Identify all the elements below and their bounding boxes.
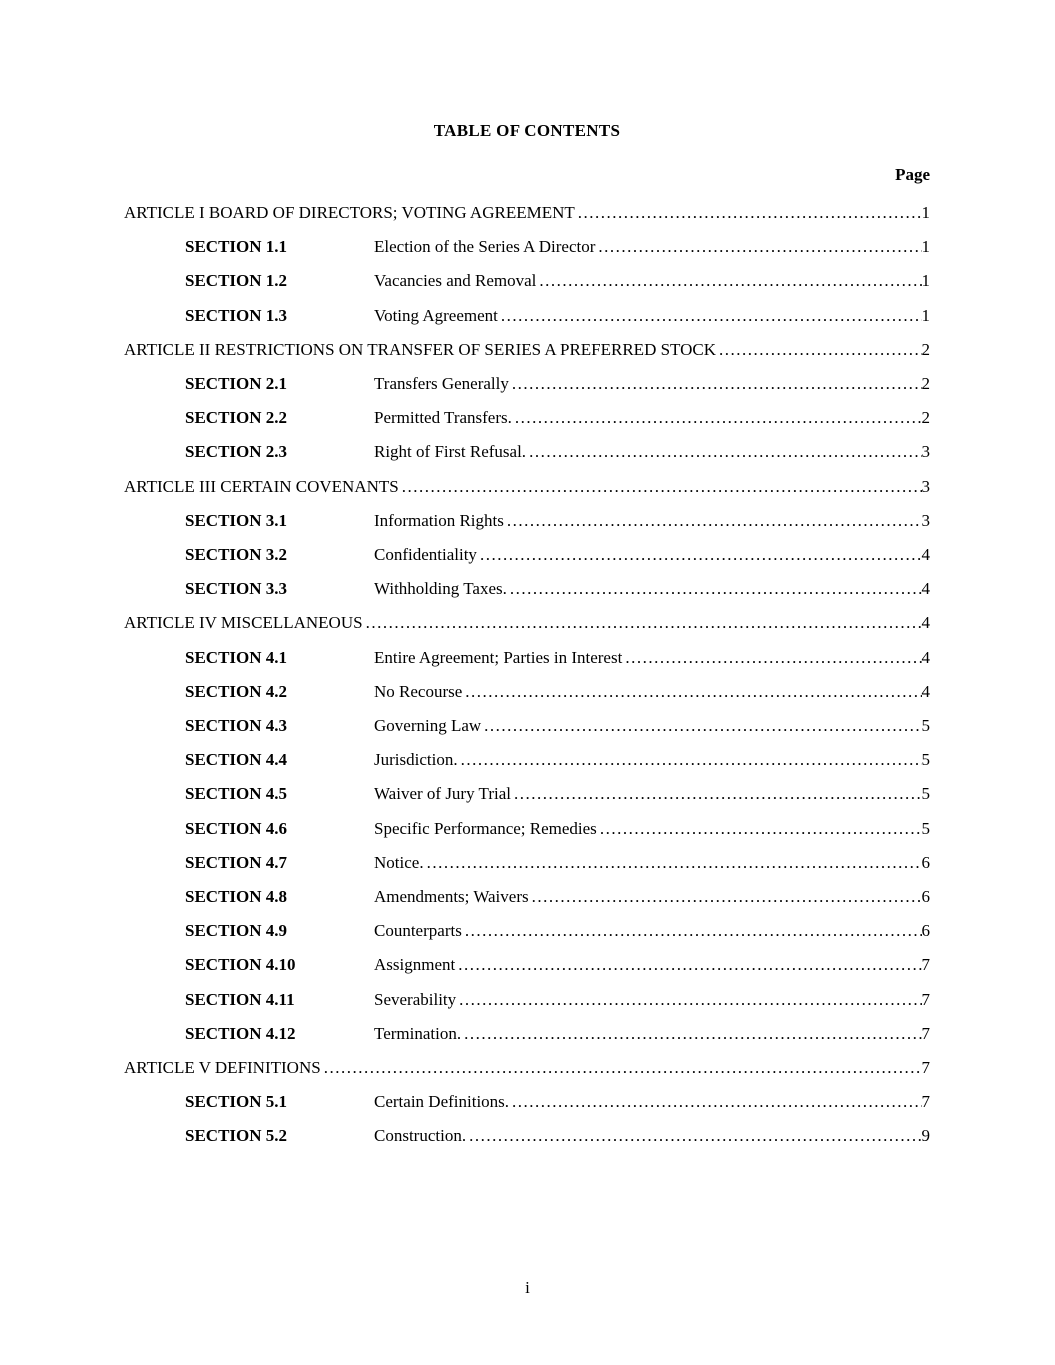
section-label: SECTION 1.2 [185,271,288,291]
section-label: SECTION 4.2 [185,681,288,701]
section-title: Right of First Refusal. [374,442,527,462]
dot-leader [716,333,921,367]
dot-leader [456,983,921,1017]
section-title: Severability [374,989,457,1009]
section-label: SECTION 4.4 [185,750,288,770]
article-label: ARTICLE I BOARD OF DIRECTORS; VOTING AGREEMENT [124,203,575,222]
entry-page-number: 7 [921,1058,930,1078]
section-label: SECTION 5.2 [185,1126,288,1146]
dot-leader [466,1119,921,1153]
toc-article-row [124,470,930,504]
entry-page-number: 1 [921,271,930,291]
entry-page-number: 6 [921,852,930,872]
dot-leader [529,880,922,914]
toc-article-row [124,606,930,640]
dot-leader [536,264,921,298]
entry-page-number: 4 [921,545,930,565]
section-title: Counterparts [374,921,462,941]
entry-page-number: 5 [921,818,930,838]
toc-section-row [124,367,930,401]
section-label: SECTION 4.10 [185,955,296,975]
section-title: Withholding Taxes. [374,579,507,599]
dot-leader [512,401,922,435]
footer-page-number: i [525,1278,530,1297]
section-title: No Recourse [374,681,463,701]
toc-section-row [124,1119,930,1153]
toc-section-row [124,709,930,743]
dot-leader [424,846,922,880]
toc-section-row [124,572,930,606]
dot-leader [455,948,921,982]
section-title: Termination. [374,1023,462,1043]
section-title: Jurisdiction. [374,750,458,770]
toc-section-row [124,401,930,435]
toc-section-row [124,504,930,538]
section-label: SECTION 2.2 [185,408,288,428]
section-title: Specific Performance; Remedies [374,818,597,838]
page-content [124,0,930,1154]
toc-section-row [124,812,930,846]
section-title: Amendments; Waivers [374,887,529,907]
article-label: ARTICLE V DEFINITIONS [124,1058,321,1078]
entry-page-number: 5 [921,716,930,736]
section-label: SECTION 4.3 [185,716,288,736]
toc-article-row [124,333,930,367]
dot-leader [461,1017,921,1051]
toc-section-row [124,880,930,914]
entry-page-number: 7 [921,1092,930,1112]
section-label: SECTION 4.12 [185,1023,296,1043]
dot-leader [481,709,921,743]
entry-page-number: 3 [921,476,930,496]
entry-page-number: 4 [921,647,930,667]
toc-section-row [124,641,930,675]
section-title: Entire Agreement; Parties in Interest [374,647,623,667]
toc-section-row [124,1085,930,1119]
section-label: SECTION 3.3 [185,579,288,599]
entry-page-number: 5 [921,784,930,804]
section-title: Confidentiality [374,545,477,565]
section-label: SECTION 4.11 [185,989,295,1009]
dot-leader [507,572,922,606]
toc-section-row [124,1017,930,1051]
section-label: SECTION 2.1 [185,374,288,394]
section-title: Construction. [374,1126,467,1146]
page-column-header: Page [895,165,930,184]
article-label: ARTICLE II RESTRICTIONS ON TRANSFER OF SERIES A PREFERRED STOCK [124,339,717,359]
entry-page-number: 6 [921,887,930,907]
section-title: Governing Law [374,716,482,736]
section-label: SECTION 4.6 [185,818,288,838]
section-title: Waiver of Jury Trial [374,784,511,804]
section-title: Permitted Transfers. [374,408,512,428]
article-label: ARTICLE III CERTAIN COVENANTS [124,476,399,496]
dot-leader [509,1085,921,1119]
toc-section-row [124,299,930,333]
dot-leader [462,914,922,948]
entry-page-number: 5 [921,750,930,770]
article-label: ARTICLE IV MISCELLANEOUS [124,613,363,633]
entry-page-number: 4 [921,579,930,599]
section-label: SECTION 4.1 [185,647,288,667]
toc-section-row [124,675,930,709]
dot-leader [511,777,922,811]
toc-section-row [124,948,930,982]
section-title: Certain Definitions. [374,1092,510,1112]
toc-section-row [124,743,930,777]
section-title: Information Rights [374,510,504,530]
entry-page-number: 1 [921,237,930,257]
entry-page-number: 4 [921,613,930,633]
toc-list [124,196,930,1154]
entry-page-number: 3 [921,510,930,530]
dot-leader [498,299,922,333]
dot-leader [363,606,922,640]
section-title: Notice. [374,852,424,872]
section-title: Vacancies and Removal [374,271,537,291]
entry-page-number: 2 [921,408,930,428]
entry-page-number: 7 [921,1023,930,1043]
dot-leader [462,675,921,709]
section-title: Voting Agreement [374,305,498,325]
section-label: SECTION 2.3 [185,442,288,462]
section-label: SECTION 4.5 [185,784,288,804]
section-label: SECTION 3.1 [185,510,288,530]
entry-page-number: 4 [921,681,930,701]
toc-section-row [124,914,930,948]
toc-section-row [124,230,930,264]
dot-leader [321,1051,922,1085]
section-title: Transfers Generally [374,374,509,394]
toc-section-row [124,983,930,1017]
entry-page-number: 7 [921,955,930,975]
dot-leader [477,538,922,572]
toc-section-row [124,777,930,811]
section-label: SECTION 4.7 [185,852,288,872]
section-label: SECTION 4.8 [185,887,288,907]
toc-section-row [124,435,930,469]
section-label: SECTION 4.9 [185,921,288,941]
entry-page-number: 6 [921,921,930,941]
entry-page-number: 2 [921,339,930,359]
dot-leader [622,641,921,675]
dot-leader [575,196,922,230]
section-title: Assignment [374,955,456,975]
toc-section-row [124,538,930,572]
dot-leader [597,812,922,846]
entry-page-number: 2 [921,374,930,394]
page-title: TABLE OF CONTENTS [433,121,621,140]
dot-leader [399,470,922,504]
entry-page-number: 3 [921,442,930,462]
toc-article-row [124,1051,930,1085]
section-label: SECTION 1.1 [185,237,288,257]
dot-leader [504,504,922,538]
dot-leader [595,230,921,264]
section-label: SECTION 3.2 [185,545,288,565]
toc-article-row [124,196,930,230]
dot-leader [526,435,921,469]
toc-section-row [124,264,930,298]
section-title: Election of the Series A Director [374,237,596,257]
section-label: SECTION 5.1 [185,1092,288,1112]
section-label: SECTION 1.3 [185,305,288,325]
entry-page-number: 1 [921,203,930,222]
entry-page-number: 9 [921,1126,930,1146]
dot-leader [509,367,922,401]
dot-leader [458,743,922,777]
toc-section-row [124,846,930,880]
entry-page-number: 7 [921,989,930,1009]
entry-page-number: 1 [921,305,930,325]
